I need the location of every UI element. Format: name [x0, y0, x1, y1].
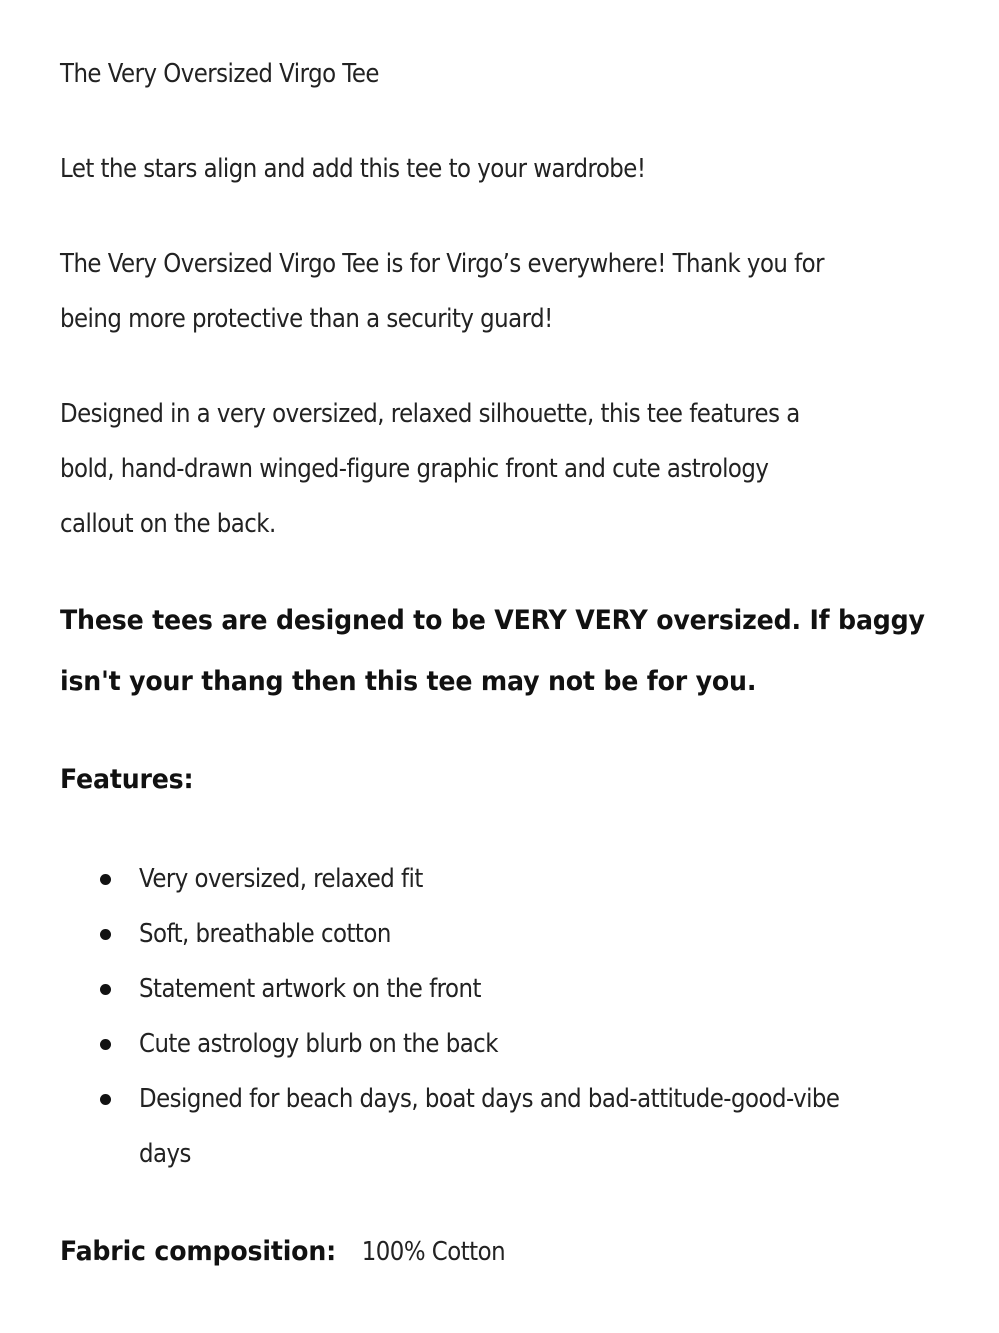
bullet-icon [100, 929, 111, 940]
bullet-icon [100, 984, 111, 995]
bullet-icon [100, 1094, 111, 1105]
sizing-warning [60, 590, 925, 712]
warning-line: isn't your thang then this tee may not be for you. [60, 666, 757, 697]
design-line: Designed in a very oversized, relaxed silhouette, this tee features a [60, 399, 800, 429]
bullet-icon [100, 874, 111, 885]
fabric-value: 100% Cotton [355, 1237, 506, 1267]
design-line: callout on the back. [60, 509, 276, 539]
intro-line: The Very Oversized Virgo Tee is for Virgo’s everywhere! Thank you for [60, 249, 825, 279]
fabric-label: Fabric composition: [60, 1236, 337, 1267]
warning-line: These tees are designed to be VERY VERY oversized. If baggy [60, 605, 925, 636]
intro-line: being more protective than a security guard! [60, 304, 553, 334]
features-heading: Features: [60, 764, 194, 795]
product-title: The Very Oversized Virgo Tee [60, 59, 379, 89]
fabric-composition [60, 1224, 526, 1282]
tagline: Let the stars align and add this tee to your wardrobe! [60, 154, 646, 184]
intro-paragraph [60, 237, 824, 347]
design-line: bold, hand-drawn winged-figure graphic front and cute astrology [60, 454, 769, 484]
design-paragraph [60, 387, 800, 552]
bullet-icon [100, 1039, 111, 1050]
